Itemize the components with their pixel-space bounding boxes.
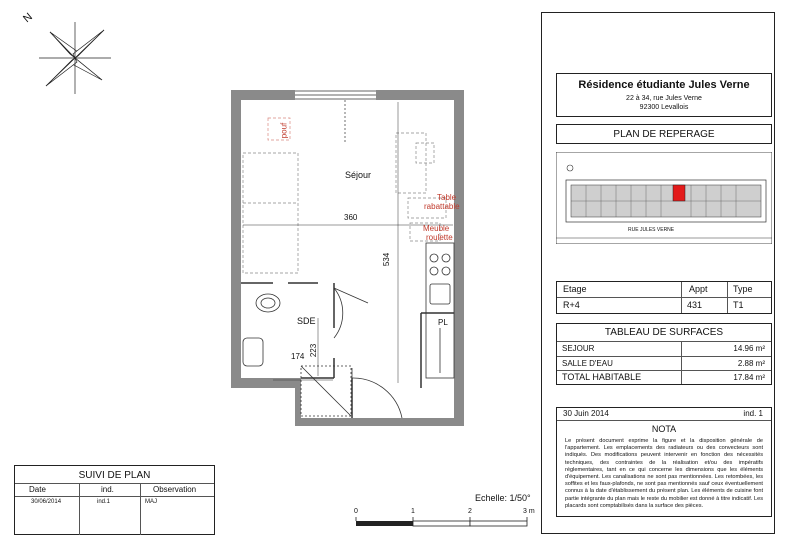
scale-tick-2: 2 bbox=[468, 508, 472, 515]
surface-total-name: TOTAL HABITABLE bbox=[562, 372, 642, 382]
suivi-header-observation: Observation bbox=[153, 485, 197, 494]
scale-tick-1: 1 bbox=[411, 508, 415, 515]
surfaces-title: TABLEAU DE SURFACES bbox=[604, 327, 724, 338]
doors bbox=[334, 288, 402, 418]
note-box bbox=[556, 407, 772, 517]
scale-tick-0: 0 bbox=[354, 508, 358, 515]
floor-plan bbox=[228, 88, 468, 428]
note-title: NOTA bbox=[651, 424, 677, 434]
plan-reperage-title: PLAN DE REPERAGE bbox=[613, 129, 715, 140]
suivi-title: SUIVI DE PLAN bbox=[78, 470, 151, 481]
meuble-label-line2: roulette bbox=[426, 233, 453, 242]
surface-sde-value: 2.88 m² bbox=[737, 359, 765, 368]
scale-label: Echelle: 1/50° bbox=[475, 493, 531, 503]
table-label-line1: Table bbox=[437, 193, 457, 202]
surfaces-table bbox=[556, 323, 772, 385]
info-value-etage: R+4 bbox=[563, 300, 580, 310]
dimension-360: 360 bbox=[344, 213, 358, 222]
apartment-info-table bbox=[556, 281, 772, 314]
note-ind: ind. 1 bbox=[743, 409, 763, 418]
note-text: Le présent document exprime la figure et la disposition générale de l'appartement. Les emplacements des radiateurs ou des convecteurs sont indiqués. Des modifications peuvent intervenir en fonction des nécessités techniques, des contraintes de la réalisation et/ou des impératifs réglementaires, tant en ce qui concerne les dimensions que les éléments d'équipement. Les canalisations ne sont pas mentionnées. Les retombées, les soffites et les faux-plafonds, ne sont pas mentionnés sauf ceux éventuellement connus à la date d'établissement du présent plan. Les éléments de cuisine font partie intégrante du plan mais le reste du mobilier est donné à titre indicatif. Les placards sont comptabilisés dans la surface des pièces. bbox=[565, 438, 763, 509]
kitchen bbox=[426, 243, 454, 313]
pouf-label: pouf bbox=[279, 122, 289, 139]
info-value-type: T1 bbox=[733, 300, 744, 310]
info-value-appt: 431 bbox=[687, 300, 703, 310]
plan-walls bbox=[231, 90, 464, 426]
residence-name: Résidence étudiante Jules Verne bbox=[578, 79, 750, 91]
meuble-label-line1: Meuble bbox=[423, 224, 450, 233]
note-date: 30 Juin 2014 bbox=[563, 409, 609, 418]
suivi-de-plan-table bbox=[14, 465, 215, 535]
residence-box bbox=[556, 73, 772, 117]
scale-tick-3: 3 m bbox=[523, 508, 535, 515]
plan-reperage-title-box bbox=[556, 124, 772, 144]
apartment-highlight bbox=[673, 185, 685, 201]
compass-rose-icon bbox=[39, 22, 111, 94]
residence-address-line2: 92300 Levallois bbox=[639, 104, 689, 111]
suivi-row-ind: ind.1 bbox=[97, 499, 111, 505]
street-label: RUE JULES VERNE bbox=[628, 227, 675, 233]
closet-pl-label: PL bbox=[438, 318, 448, 327]
dimension-534: 534 bbox=[382, 252, 392, 267]
scale-bar bbox=[352, 512, 532, 528]
dimension-174: 174 bbox=[291, 352, 305, 361]
north-label: N bbox=[21, 10, 35, 26]
room-sejour-label: Séjour bbox=[345, 170, 372, 180]
info-header-type: Type bbox=[733, 284, 753, 294]
table-label-line2: rabattable bbox=[424, 202, 460, 211]
info-header-appt: Appt bbox=[689, 284, 708, 294]
partitions bbox=[241, 283, 454, 418]
north-compass bbox=[20, 10, 115, 100]
surface-sde-name: SALLE D'EAU bbox=[562, 359, 613, 368]
suivi-row-observation: MAJ bbox=[145, 499, 157, 505]
furniture-dashed bbox=[243, 118, 446, 273]
info-header-etage: Etage bbox=[563, 284, 587, 294]
surface-total-value: 17.84 m² bbox=[733, 373, 765, 382]
suivi-header-date: Date bbox=[29, 485, 46, 494]
surface-sejour-value: 14.96 m² bbox=[733, 344, 765, 353]
suivi-header-ind: ind. bbox=[101, 485, 114, 494]
suivi-row-date: 30/06/2014 bbox=[31, 499, 62, 505]
top-window bbox=[295, 91, 376, 143]
residence-address-line1: 22 à 34, rue Jules Verne bbox=[626, 95, 702, 102]
room-sde-label: SDE bbox=[297, 316, 316, 326]
dimension-223: 223 bbox=[309, 343, 319, 358]
surface-sejour-name: SEJOUR bbox=[562, 344, 595, 353]
